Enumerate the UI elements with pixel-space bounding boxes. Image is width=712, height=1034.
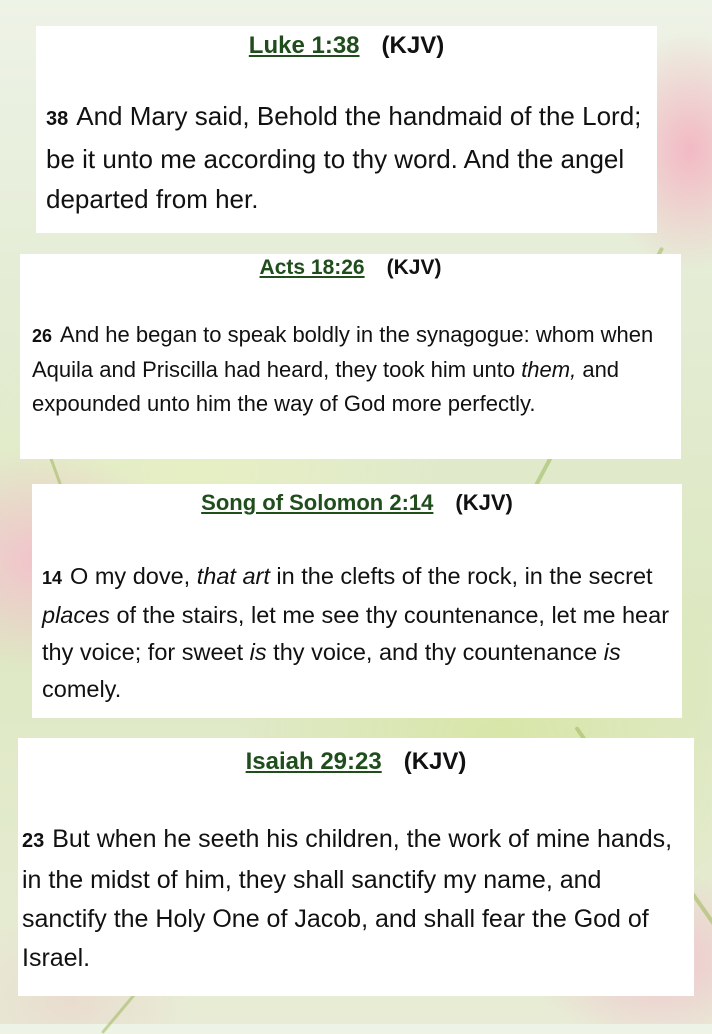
verse-reference-link[interactable]: Acts 18:26 — [259, 256, 365, 279]
version-label: (KJV) — [386, 256, 442, 279]
verse-card-luke — [36, 26, 657, 233]
version-label: (KJV) — [381, 32, 445, 59]
verse-number: 26 — [32, 326, 53, 346]
verse-text — [42, 558, 672, 708]
verse-heading — [22, 748, 690, 776]
verse-segment: O my dove, — [70, 563, 197, 589]
verse-segment: But when he seeth his children, the work of mine hands, in the midst of him, they shall sanctify my name, and sanctify the Holy One of Jacob, and shall fear the God of Israel. — [22, 825, 673, 972]
verse-segment: of the stairs, let me see thy countenance, let me hear thy voice; for sweet — [42, 602, 670, 665]
verse-segment: and expounded unto him the way of God more perfectly. — [32, 357, 620, 416]
verse-reference-link[interactable]: Luke 1:38 — [248, 32, 360, 59]
verse-segment: And Mary said, Behold the handmaid of the Lord; be it unto me according to thy word. And the angel departed from her. — [46, 101, 642, 214]
version-label: (KJV) — [403, 748, 467, 775]
verse-number: 38 — [46, 108, 69, 130]
verse-heading — [32, 256, 669, 280]
verse-text — [22, 820, 690, 978]
version-label: (KJV) — [455, 490, 513, 515]
verse-card-isaiah — [18, 738, 694, 996]
verse-reference-link[interactable]: Isaiah 29:23 — [245, 748, 382, 775]
verse-segment-italic: is — [603, 639, 621, 665]
verse-segment-italic: that art — [196, 563, 270, 589]
verse-segment-italic: them, — [521, 357, 577, 382]
verse-number: 23 — [22, 830, 45, 852]
verse-heading — [46, 32, 647, 60]
verse-segment: thy voice, and thy countenance — [266, 639, 604, 665]
verse-segment: in the clefts of the rock, in the secret — [269, 563, 653, 589]
verse-card-acts — [20, 254, 681, 459]
verse-number: 14 — [42, 568, 63, 588]
verse-reference-link[interactable]: Song of Solomon 2:14 — [201, 490, 434, 515]
verse-segment: comely. — [42, 676, 122, 702]
verse-card-song-of-solomon — [32, 484, 682, 718]
verse-text — [46, 96, 647, 219]
verse-segment-italic: places — [42, 602, 110, 628]
verse-segment: And he began to speak boldly in the synagogue: whom when Aquila and Priscilla had heard, they took him unto — [32, 322, 654, 382]
verse-text — [32, 318, 669, 421]
verse-segment-italic: is — [249, 639, 267, 665]
verse-heading — [42, 490, 672, 516]
